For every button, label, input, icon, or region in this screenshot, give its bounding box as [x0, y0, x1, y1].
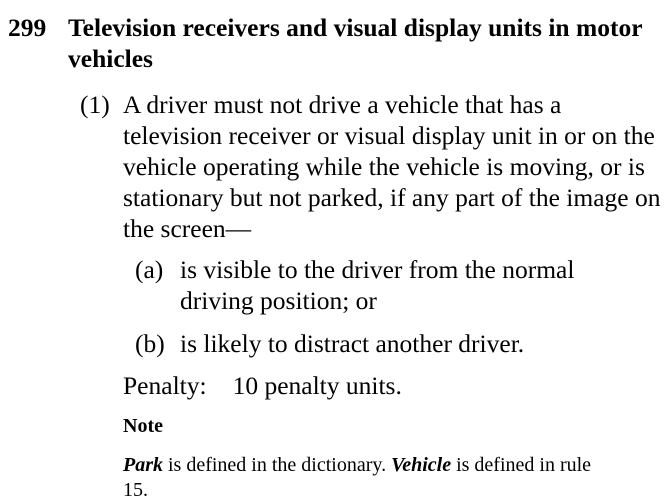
rule-number: 299 [8, 13, 47, 42]
note-text [123, 453, 613, 503]
rule-title: Television receivers and visual display units in motor vehicles [68, 13, 643, 73]
paragraph-mark: (b) [135, 329, 165, 358]
note-text-part: is defined in the dictionary. [163, 454, 392, 476]
paragraph-text: is visible to the driver from the normal driving position; or [180, 255, 575, 315]
subrule-mark: (1) [80, 90, 110, 119]
paragraph-text: is likely to distract another driver. [180, 329, 525, 358]
paragraph-a [135, 254, 635, 316]
paragraph-mark: (a) [135, 255, 164, 284]
note-term-vehicle: Vehicle [391, 454, 452, 476]
penalty-line [123, 370, 402, 401]
paragraph-b [135, 328, 635, 359]
note-label: Note [123, 415, 163, 437]
penalty-label: Penalty: [123, 371, 207, 400]
subrule-text: A driver must not drive a vehicle that has a television receiver or visual display unit in or on the vehicle operating while the vehicle is moving, or is stationary but not parked, if any part of the image on the screen— [123, 90, 661, 243]
note-text-part: is defined in rule 15. [123, 454, 592, 501]
penalty-value: 10 penalty units. [232, 371, 402, 400]
note-term-park: Park [123, 454, 163, 476]
